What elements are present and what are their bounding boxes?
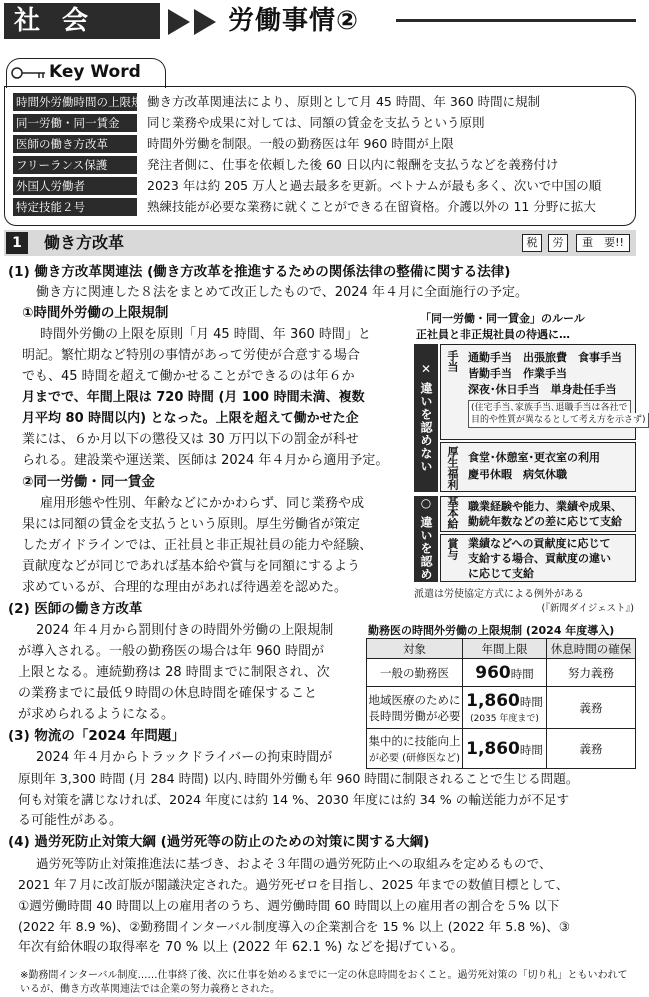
limit-value: 1,860 [466,691,520,711]
figure-item: 通勤手当 出張旅費 食事手当 [468,351,622,364]
table-cell [367,729,463,769]
paragraph-line: 2024 年４月からトラックドライバーの拘束時間が [36,750,333,765]
subject-label: 社会 [4,3,160,39]
keyword-desc: 発注者側に、仕事を依頼した後 60 日以内に報酬を支払うなどを義務付け [147,157,559,172]
keyword-term: 同一労働・同一賃金 [13,114,137,132]
tag-labor: 労 [548,234,568,252]
paragraph-line: が求められるようになる。 [18,707,175,722]
keyword-row [13,135,633,154]
keyword-desc: 時間外労働を制限。一般の勤務医は年 960 時間が上限 [147,136,454,151]
figure-item: 支給する場合、貢献度の違い [468,552,611,565]
paragraph-line: 過労死等防止対策推進法に基づき、およそ３年間の過労死防止への取組みを定めるもので、 [36,856,552,871]
limit-value: 960 [475,662,511,683]
paragraph-line: 原則年 3,300 時間 (月 284 時間) 以内､時間外労働も年 960 時間に制限されることで生じる問題。 [18,771,579,786]
paragraph-line: 何も対策を講じなければ、2024 年度には約 14 %、2030 年度には約 34 % の輸送能力が不足す [18,792,570,807]
table-cell [367,687,463,729]
paragraph-line: られる。建設業や運送業、医師は 2024 年４月から適用予定。 [22,453,389,468]
target-label: 一般の勤務医 [380,665,449,680]
s1-text: 働き方に関連した８法をまとめて改正したもので、2024 年４月に全面施行の予定。 [36,285,528,300]
page-header [4,3,636,39]
keyword-term: 医師の働き方改革 [13,135,137,153]
table-title: 勤務医の時間外労働の上限規制 (2024 年度導入) [368,624,615,637]
keyword-box [4,86,636,226]
keyword-term: 時間外労働時間の上限規制 [13,93,137,111]
s1a-heading: ①時間外労働の上限規制 [22,305,169,321]
section-title: 働き方改革 [44,233,125,252]
keyword-desc: 熟練技能が必要な業務に就くことができる在留資格。介護以外の 11 分野に拡大 [147,199,596,214]
figure-item: 慶弔休暇 病気休職 [468,468,567,481]
paragraph-line: したガイドラインでは、正社員と非正規社員の能力や経験、 [22,538,373,553]
figure-subtitle: 正社員と非正規社員の待遇に… [416,328,570,341]
figure-item: 職業経験や能力、業績や成果、 [468,500,622,513]
limit-unit: 時間 [510,666,534,681]
target-label: 地域医療のために [368,692,461,707]
double-arrow-icon [168,9,220,35]
section-bar [4,230,636,256]
paragraph-line: でも、45 時間を超えて働かせることができるのは年６か [22,369,355,384]
paragraph-line: ①週労働時間 40 時間以上の雇用者のうち、週労働時間 60 時間以上の雇用者の割合を５% 以下 [18,898,560,913]
figure-item: 食堂･休憩室･更衣室の利用 [468,451,600,464]
paragraph-line: 雇用形態や性別、年齢などにかかわらず、同じ業務や成 [40,496,364,511]
table-cell [367,659,463,687]
keyword-term: フリーランス保護 [13,156,137,174]
figure-item: 業績などへの貢献度に応じて [468,537,611,550]
paragraph-line: 年次有給休暇の取得率を 70 % 以上 (2022 年 62.1 %) などを掲げている。 [18,940,464,955]
tag-important: 重 要!! [576,234,630,252]
category-label: 賞与 [446,538,459,560]
paragraph-line: (2022 年 8.9 %)、②勤務間インターバル制度導入の企業割合を 15 % 以上 (2022 年 5.8 %)、③ [18,919,571,934]
category-label: 厚生福利 [446,446,459,490]
s3-heading: (3) 物流の「2024 年問題」 [8,728,185,744]
paragraph-line: 2021 年７月に改訂版が閣議決定された。過労死ゼロを目指し、2025 年までの数値目標として、 [18,877,569,892]
category-label: 基本給 [446,496,459,529]
table-cell [463,729,547,769]
keyword-row [13,114,633,133]
paragraph-line: の業務までに最低９時間の休息時間を確保すること [18,686,318,701]
keyword-label: Key Word [49,62,141,82]
table-row [367,659,636,687]
limit-unit: 時間 [519,742,543,757]
rest-value: 義務 [579,700,603,715]
paragraph-line: る可能性がある。 [18,813,123,828]
figure-title: 「同一労働・同一賃金」のルール [420,312,585,325]
figure-item: 深夜･休日手当 単身赴任手当 [468,383,617,396]
figure-note: 目的や性質が異なるとして考え方を示さず) [468,413,649,428]
paragraph-line: が導入される。一般の勤務医の場合は年 960 時間が [18,644,325,659]
s4-heading: (4) 過労死防止対策大綱 (過労死等の防止のための対策に関する大綱) [8,834,430,850]
paragraph-line: 果には同額の賃金を支払うという原則。厚生労働省が策定 [22,517,361,532]
page-title: 労働事情② [228,6,360,36]
paragraph-line: 2024 年４月から罰則付きの時間外労働の上限規制 [36,623,334,638]
paragraph-line: 月平均 80 時間以内) となった。上限を超えて働かせた企 [22,411,359,426]
table-cell [547,687,636,729]
doctor-overtime-table [366,638,636,769]
s2-heading: (2) 医師の働き方改革 [8,601,143,617]
paragraph-line: 月までで、年間上限は 720 時間 (月 100 時間未満、複数 [22,390,365,405]
table-cell [547,729,636,769]
table-header: 休息時間の確保 [547,639,636,659]
table-cell [463,659,547,687]
keyword-row [13,198,633,217]
figure-item: に応じて支給 [468,567,534,580]
target-sub: が必要 (研修医など) [369,753,460,764]
paragraph-line: 業には、６か月以下の懲役又は 30 万円以下の罰金が科せ [22,432,359,447]
table-header-row [367,639,636,659]
table-cell [547,659,636,687]
table-header: 対象 [367,639,463,659]
tag-tax: 税 [522,234,542,252]
no-difference-label: ✕ 違いを認めない [414,344,438,492]
paragraph-line: 上限となる。連続勤務は 28 時間までに制限され、次 [18,665,330,680]
table-header: 年間上限 [463,639,547,659]
keyword-row [13,177,633,196]
target-sub: 長時間労働が必要 [368,708,461,723]
keyword-desc: 同じ業務や成果に対しては、同額の賃金を支払うという原則 [147,115,485,130]
table-row [367,729,636,769]
header-rule [396,19,636,22]
limit-value: 1,860 [466,738,520,759]
paragraph-line: 求めているが、合理的な理由があれば待遇差を認めた。 [22,580,348,595]
limit-unit: 時間 [519,695,543,709]
keyword-row [13,93,633,112]
footnote: ※勤務間インターバル制度……仕事終了後、次に仕事を始めるまでに一定の休息時間をおくこと。過労死対策の「切り札」ともいわれているが、働き方改革関連法では企業の努力義務とされた。 [20,970,628,995]
keyword-row [13,156,633,175]
figure-item: 勤続年数などの差に応じて支給 [468,515,622,528]
keyword-tab [6,58,166,88]
keyword-term: 外国人労働者 [13,177,137,195]
target-label: 集中的に技能向上 [368,734,461,748]
rest-value: 義務 [579,741,603,756]
figure-footnote: 派遣は労使協定方式による例外がある [414,589,584,600]
keyword-desc: 2023 年は約 205 万人と過去最多を更新。ベトナムが最も多く、次いで中国の順 [147,178,602,193]
paragraph-line: 時間外労働の上限を原則「月 45 時間、年 360 時間」と [40,327,371,342]
difference-ok-label: ○ 違いを認める [414,496,438,582]
keyword-term: 特定技能２号 [13,198,137,216]
key-icon [11,66,47,80]
rest-value: 努力義務 [568,665,614,680]
keyword-desc: 働き方改革関連法により、原則として月 45 時間、年 360 時間に規制 [147,94,541,109]
s1b-heading: ②同一労働・同一賃金 [22,474,155,490]
paragraph-line: 明記。繁忙期など特別の事情があって労使が合意する場合 [22,348,360,363]
equal-pay-figure [395,310,646,614]
figure-source: (『新聞ダイジェスト』) [541,603,634,614]
table-row [367,687,636,729]
figure-item: 皆勤手当 作業手当 [468,367,567,380]
table-cell [463,687,547,729]
s1-heading: (1) 働き方改革関連法 (働き方改革を推進するための関係法律の整備に関する法律) [8,264,511,280]
category-label: 手当 [446,350,459,372]
paragraph-line: 貢献度などが同じであれば基本給や賞与を同額にするよう [22,559,361,574]
figure-note: (住宅手当､家族手当､退職手当は各社で [468,400,631,415]
section-number: 1 [6,232,28,254]
limit-sub: (2035 年度まで) [470,714,539,724]
